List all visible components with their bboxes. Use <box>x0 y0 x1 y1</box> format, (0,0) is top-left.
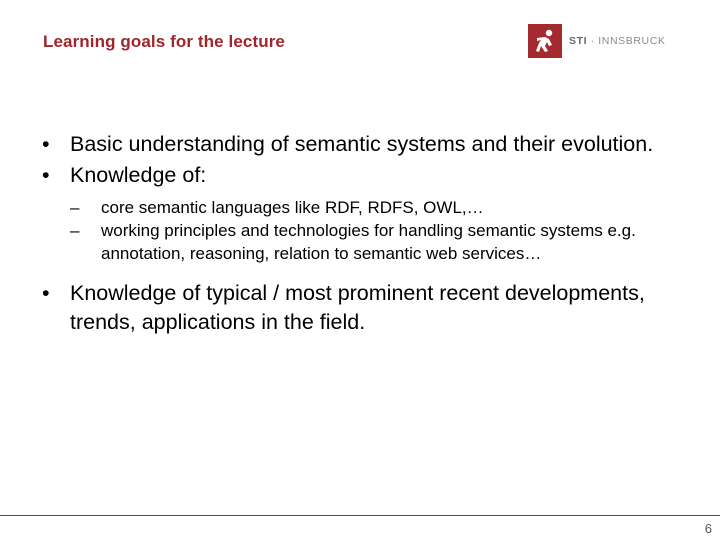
sti-innsbruck-logo <box>528 24 666 58</box>
sub-bullet-list <box>70 196 662 265</box>
slide-content <box>42 130 662 337</box>
bullet-marker: • <box>42 281 50 305</box>
logo-separator: · <box>587 35 599 47</box>
logo-location: INNSBRUCK <box>598 35 666 47</box>
logo-wordmark <box>569 35 666 47</box>
sub-bullet-marker: – <box>70 221 80 240</box>
bullet-item <box>42 161 662 190</box>
slide-title: Learning goals for the lecture <box>43 32 285 51</box>
sub-bullet-marker: – <box>70 198 80 217</box>
sub-bullet-item <box>70 219 662 265</box>
sub-bullet-text: core semantic languages like RDF, RDFS, OWL,… <box>101 198 484 217</box>
bullet-text: Basic understanding of semantic systems and their evolution. <box>70 132 654 156</box>
bullet-text: Knowledge of: <box>70 163 207 187</box>
bullet-marker: • <box>42 163 50 187</box>
sub-bullet-text: working principles and technologies for handling semantic systems e.g. annotation, reasoning, relation to semantic web services… <box>101 221 636 263</box>
sti-runner-icon <box>528 24 562 58</box>
logo-brand: STI <box>569 35 588 47</box>
page-number: 6 <box>704 521 712 536</box>
bullet-item <box>42 130 662 159</box>
bullet-marker: • <box>42 132 50 156</box>
bullet-item <box>42 279 662 337</box>
footer-divider <box>0 515 720 516</box>
sub-bullet-item <box>70 196 662 219</box>
bullet-text: Knowledge of typical / most prominent recent developments, trends, applications in the field. <box>70 281 645 334</box>
